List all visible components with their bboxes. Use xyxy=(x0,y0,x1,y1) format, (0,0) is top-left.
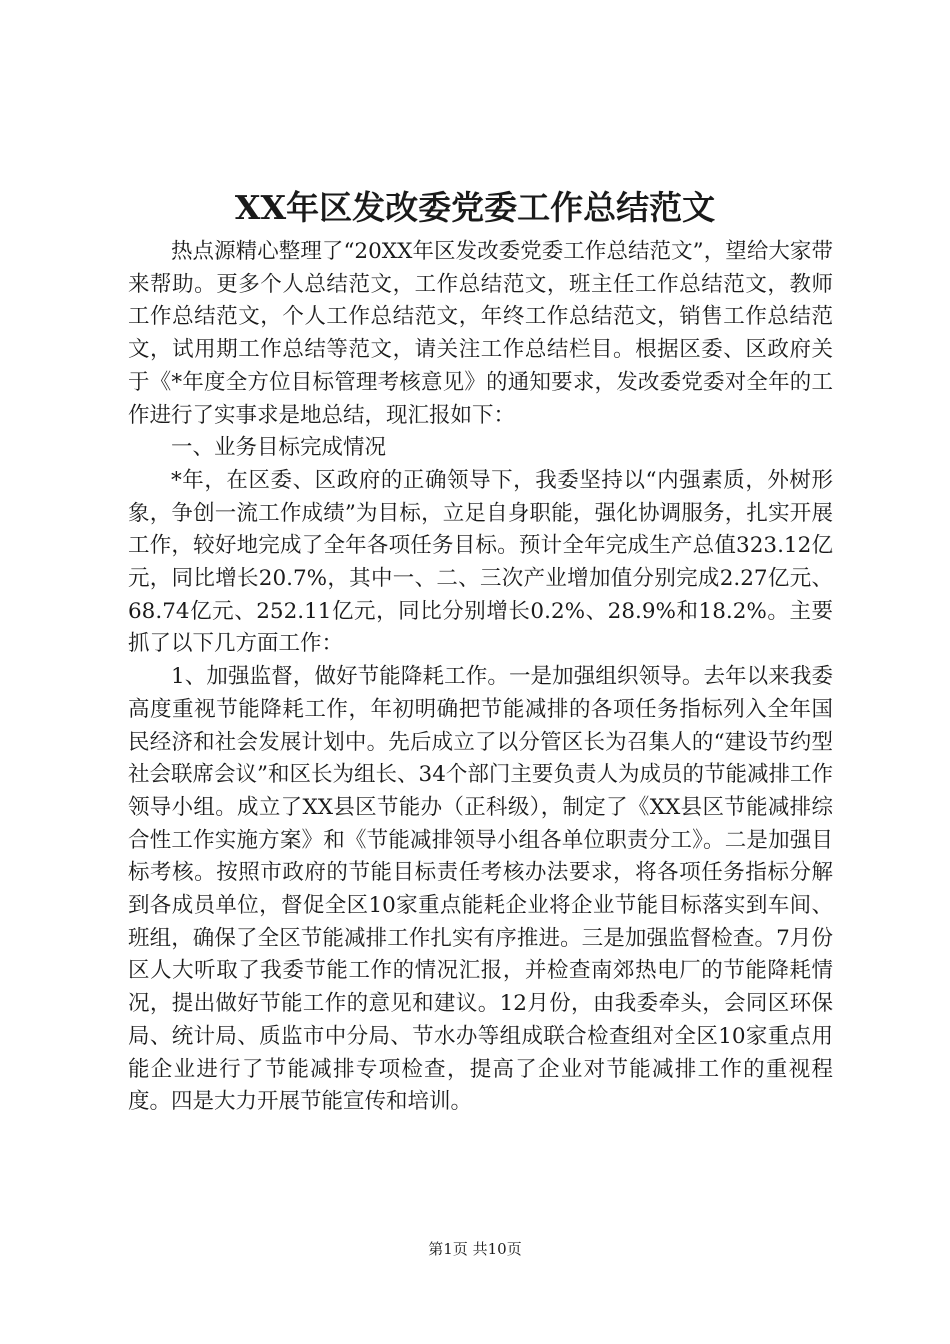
section-heading: 一、业务目标完成情况 xyxy=(171,435,387,461)
page-number-footer: 第1页 共10页 xyxy=(428,1240,522,1258)
paragraph-overview: *年，在区委、区政府的正确领导下，我委坚持以“内强素质，外树形象，争创一流工作成绩”为目标，立足自身职能，强化协调服务，扎实开展工作，较好地完成了全年各项任务目标。预计全年完成生产总值323.12亿元，同比增长20.7%，其中一、二、三次产业增加值分别完成2.27亿元、68.74亿元、252.11亿元，同比分别增长0.2%、28.9%和18.2%。主要抓了以下几方面工作： xyxy=(128,467,833,657)
document-title: XX年区发改委党委工作总结范文 xyxy=(234,188,716,227)
paragraph-energy-saving: 1、加强监督，做好节能降耗工作。一是加强组织领导。去年以来我委高度重视节能降耗工作，年初明确把节能减排的各项任务指标列入全年国民经济和社会发展计划中。先后成立了以分管区长为召集人的“建设节约型社会联席会议”和区长为组长、34个部门主要负责人为成员的节能减排工作领导小组。成立了XX县区节能办（正科级），制定了《XX县区节能减排综合性工作实施方案》和《节能减排领导小组各单位职责分工》。二是加强目标考核。按照市政府的节能目标责任考核办法要求，将各项任务指标分解到各成员单位，督促全区10家重点能耗企业将企业节能目标落实到车间、班组，确保了全区节能减排工作扎实有序推进。三是加强监督检查。7月份区人大听取了我委节能工作的情况汇报，并检查南郊热电厂的节能降耗情况，提出做好节能工作的意见和建议。12月份，由我委牵头，会同区环保局、统计局、质监市中分局、节水办等组成联合检查组对全区10家重点用能企业进行了节能减排专项检查，提高了企业对节能减排工作的重视程度。四是大力开展节能宣传和培训。 xyxy=(128,664,833,1115)
paragraph-intro: 热点源精心整理了“20XX年区发改委党委工作总结范文”，望给大家带来帮助。更多个人总结范文，工作总结范文，班主任工作总结范文，教师工作总结范文，个人工作总结范文，年终工作总结范文，销售工作总结范文，试用期工作总结等范文，请关注工作总结栏目。根据区委、区政府关于《*年度全方位目标管理考核意见》的通知要求，发改委党委对全年的工作进行了实事求是地总结，现汇报如下： xyxy=(128,239,833,428)
document-body xyxy=(128,236,833,1119)
